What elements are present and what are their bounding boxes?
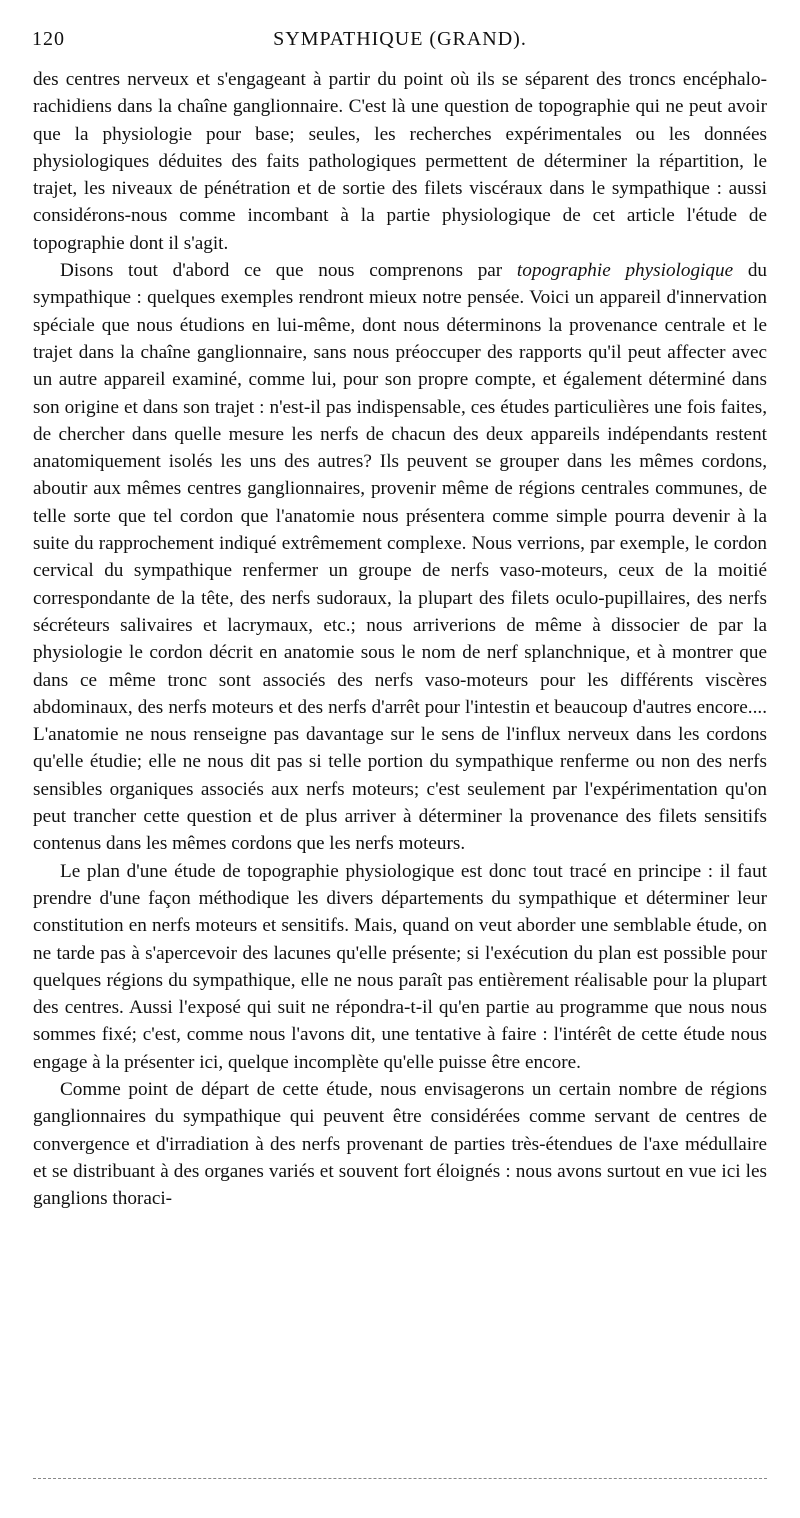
emphasis-term: topographie physiologique bbox=[516, 260, 734, 282]
paragraph-continuation: des centres nerveux et s'engageant à partir du point où ils se séparent des troncs encéphalo-rachidiens dans la chaîne ganglionnaire. C'est là une question de topographie qui ne peut avoir que la physiologie pour base; seules, les recherches expérimentales ou les données physiologiques déduites des faits pathologiques permettent de déterminer la répartition, le trajet, les niveaux de pénétration et de sortie des filets viscéraux dans le sympathique : aussi considérons-nous comme incombant à la partie physiologique de cet article l'étude de topographie dont il s'agit. bbox=[33, 69, 767, 254]
paragraph-text: Disons tout d'abord ce que nous comprenons par bbox=[60, 260, 517, 282]
paragraph-plan: Le plan d'une étude de topographie physiologique est donc tout tracé en principe : il faut prendre d'une façon méthodique les divers départements du sympathique et déterminer leur constitution en nerfs moteurs et sensitifs. Mais, quand on veut aborder une semblable étude, on ne tarde pas à s'apercevoir des lacunes qu'elle présente; si l'exécution du plan est possible pour quelques régions du sympathique, elle ne nous paraît pas entièrement réalisable pour la plupart des centres. Aussi l'exposé qui suit ne répondra-t-il qu'en partie au programme que nous nous sommes fixé; c'est, comme nous l'avons dit, une tentative à faire : l'intérêt de cette étude nous engage à la présenter ici, quelque incomplète qu'elle puisse être encore. bbox=[33, 860, 767, 1073]
paragraph-point-de-depart: Comme point de départ de cette étude, nous envisagerons un certain nombre de régions ganglionnaires du sympathique qui peuvent être considérées comme servant de centres de convergence et d'irradiation à des nerfs provenant de parties très-étendues de l'axe médullaire et se distribuant à des organes variés et souvent fort éloignés : nous avons surtout en vue ici les ganglions thoraci- bbox=[33, 1078, 767, 1210]
page-number: 120 bbox=[32, 28, 65, 50]
body-text bbox=[33, 66, 767, 1212]
running-head: SYMPATHIQUE (GRAND). bbox=[273, 28, 527, 50]
page-header bbox=[32, 28, 768, 62]
paragraph-text: du sympathique : quelques exemples rendront mieux notre pensée. Voici un appareil d'innervation spéciale que nous étudions en lui-même, dont nous déterminons la provenance centrale et le trajet dans la chaîne ganglionnaire, sans nous préoccuper des rapports qu'il peut affecter avec un autre appareil examiné, comme lui, pour son propre compte, et également déterminé dans son origine et dans son trajet : n'est-il pas indispensable, ces études particulières une fois faites, de chercher dans quelle mesure les nerfs de chacun des deux appareils indépendants restent anatomiquement isolés les uns des autres? Ils peuvent se grouper dans les mêmes cordons, aboutir aux mêmes centres ganglionnaires, provenir même de régions centrales communes, de telle sorte que tel cordon que l'anatomie nous présentera comme simple pourra devenir à la suite du rapprochement indiqué extrêmement complexe. Nous verrions, par exemple, le cordon cervical du sympathique renfermer un groupe de nerfs vaso-moteurs, ceux de la moitié correspondante de la tête, des nerfs sudoraux, la plupart des filets oculo-pupillaires, des nerfs sécréteurs salivaires et lacrymaux, etc.; nous arriverions de même à dissocier de par la physiologie le cordon décrit en anatomie sous le nom de nerf splanchnique, et à montrer que dans ce même tronc sont associés des nerfs vaso-moteurs pour les différents viscères abdominaux, des nerfs moteurs et des nerfs d'arrêt pour l'intestin et beaucoup d'autres encore.... L'anatomie ne nous renseigne pas davantage sur le sens de l'influx nerveux dans les cordons qu'elle étudie; elle ne nous dit pas si telle portion du sympathique renferme ou non des nerfs sensibles organiques associés aux nerfs moteurs; c'est seulement par l'expérimentation qu'on peut trancher cette question et de plus arriver à déterminer la provenance des filets sensitifs contenus dans les mêmes cordons que les nerfs moteurs. bbox=[33, 260, 767, 855]
footnote-rule bbox=[33, 1478, 767, 1479]
paragraph-topographie bbox=[33, 257, 767, 858]
